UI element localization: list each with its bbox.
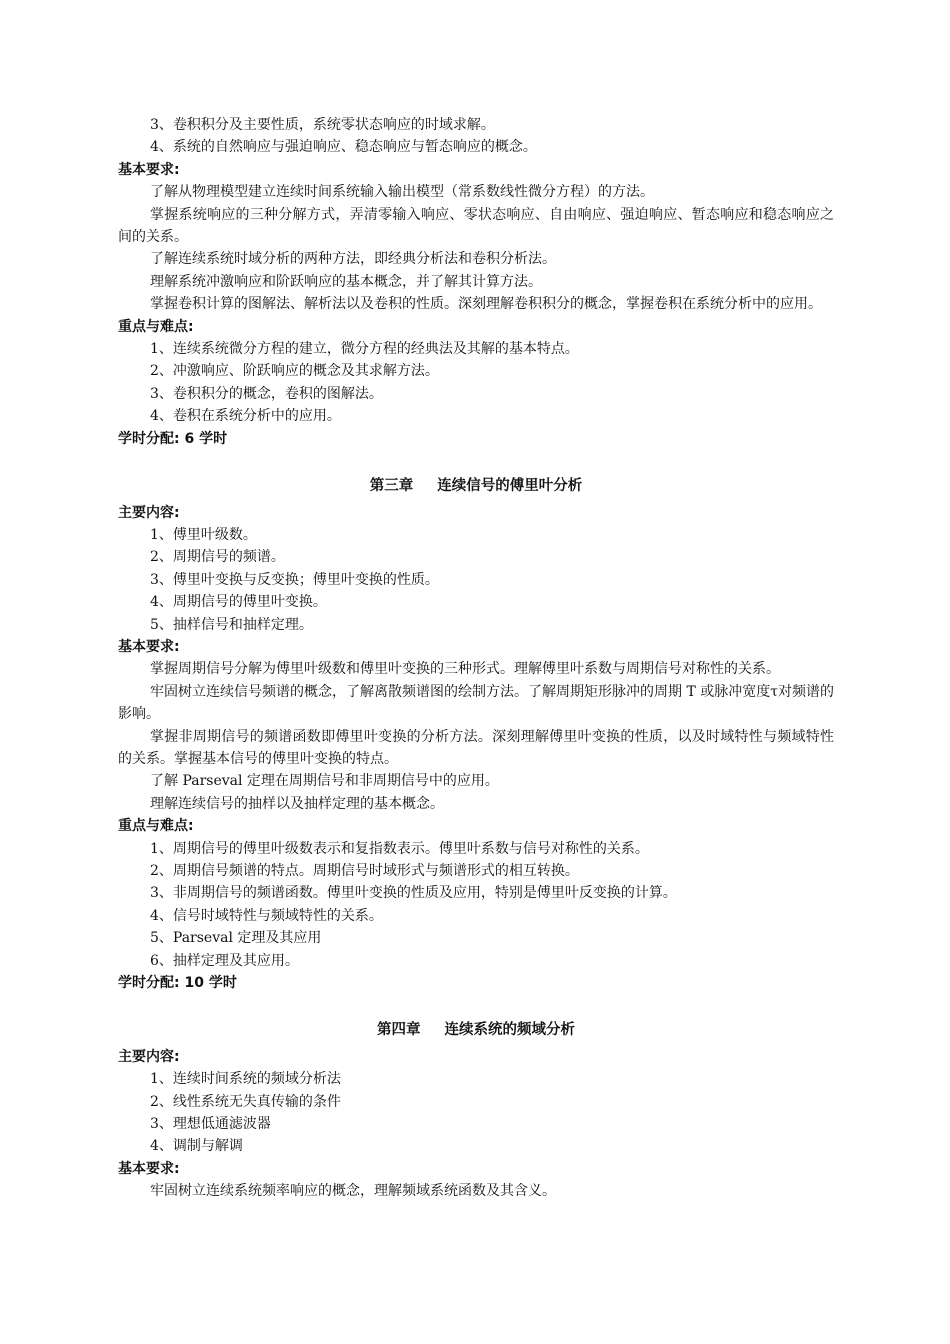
requirements-heading: 基本要求: [118,161,180,178]
requirement-paragraph: 牢固树立连续信号频谱的概念，了解离散频谱图的绘制方法。了解周期矩形脉冲的周期 T 或脉冲宽度τ对频谱的影响。 [118,683,834,723]
requirement-paragraph: 了解从物理模型建立连续时间系统输入输出模型（常系数线性微分方程）的方法。 [150,184,654,201]
content-item: 4、周期信号的傅里叶变换。 [150,594,327,611]
requirement-paragraph: 了解连续系统时域分析的两种方法，即经典分析法和卷积分析法。 [150,251,556,268]
requirement-paragraph: 掌握非周期信号的频谱函数即傅里叶变换的分析方法。深刻理解傅里叶变换的性质，以及时域特性与频域特性的关系。掌握基本信号的傅里叶变换的特点。 [118,728,834,767]
content-item: 3、理想低通滤波器 [150,1116,271,1133]
requirement-paragraph: 掌握卷积计算的图解法、解析法以及卷积的性质。深刻理解卷积积分的概念，掌握卷积在系统分析中的应用。 [150,296,822,313]
requirements-heading: 基本要求: [118,638,180,655]
keypoint-item: 4、卷积在系统分析中的应用。 [150,408,341,425]
content-item: 2、周期信号的频谱。 [150,549,285,566]
keypoints-heading: 重点与难点: [118,818,194,835]
content-item: 4、系统的自然响应与强迫响应、稳态响应与暂态响应的概念。 [150,139,537,156]
requirement-paragraph: 掌握系统响应的三种分解方式，弄清零输入响应、零状态响应、自由响应、强迫响应、暂态响应和稳态响应之间的关系。 [118,206,834,246]
content-heading: 主要内容: [118,1048,180,1065]
keypoint-item: 5、Parseval 定理及其应用 [150,930,322,947]
content-item: 1、傅里叶级数。 [150,526,257,543]
requirements-heading: 基本要求: [118,1160,180,1177]
requirement-paragraph: 牢固树立连续系统频率响应的概念，理解频域系统函数及其含义。 [150,1183,556,1200]
chapter-name: 连续系统的频域分析 [444,1022,575,1039]
content-item: 4、调制与解调 [150,1138,243,1155]
hours-allocation: 学时分配: 10 学时 [118,975,237,992]
chapter-name: 连续信号的傅里叶分析 [437,478,583,495]
chapter-number: 第三章 [369,478,414,495]
keypoint-item: 6、抽样定理及其应用。 [150,952,299,969]
keypoint-item: 2、冲激响应、阶跃响应的概念及其求解方法。 [150,363,439,380]
content-item: 3、卷积积分及主要性质，系统零状态响应的时域求解。 [150,117,495,133]
keypoint-item: 1、连续系统微分方程的建立，微分方程的经典法及其解的基本特点。 [150,341,579,358]
content-item: 5、抽样信号和抽样定理。 [150,616,313,633]
chapter-title [118,1019,834,1041]
chapter-number: 第四章 [377,1022,421,1039]
requirement-paragraph: 理解系统冲激响应和阶跃响应的基本概念，并了解其计算方法。 [150,273,542,290]
content-item: 1、连续时间系统的频域分析法 [150,1071,341,1088]
hours-allocation: 学时分配: 6 学时 [118,430,228,447]
keypoint-item: 3、非周期信号的频谱函数。傅里叶变换的性质及应用，特别是傅里叶反变换的计算。 [150,885,677,902]
content-item: 3、傅里叶变换与反变换；傅里叶变换的性质。 [150,571,439,588]
requirement-paragraph: 掌握周期信号分解为傅里叶级数和傅里叶变换的三种形式。理解傅里叶系数与周期信号对称性的关系。 [150,661,780,678]
requirement-paragraph: 理解连续信号的抽样以及抽样定理的基本概念。 [150,795,444,812]
page-content [118,114,834,1203]
keypoint-item: 3、卷积积分的概念，卷积的图解法。 [150,385,383,402]
keypoints-heading: 重点与难点: [118,318,194,335]
content-heading: 主要内容: [118,504,180,521]
requirement-paragraph: 了解 Parseval 定理在周期信号和非周期信号中的应用。 [150,773,499,790]
keypoint-item: 2、周期信号频谱的特点。周期信号时域形式与频谱形式的相互转换。 [150,863,579,879]
keypoint-item: 1、周期信号的傅里叶级数表示和复指数表示。傅里叶系数与信号对称性的关系。 [150,840,649,857]
keypoint-item: 4、信号时域特性与频域特性的关系。 [150,907,383,924]
chapter-title [118,475,834,497]
content-item: 2、线性系统无失真传输的条件 [150,1093,341,1110]
